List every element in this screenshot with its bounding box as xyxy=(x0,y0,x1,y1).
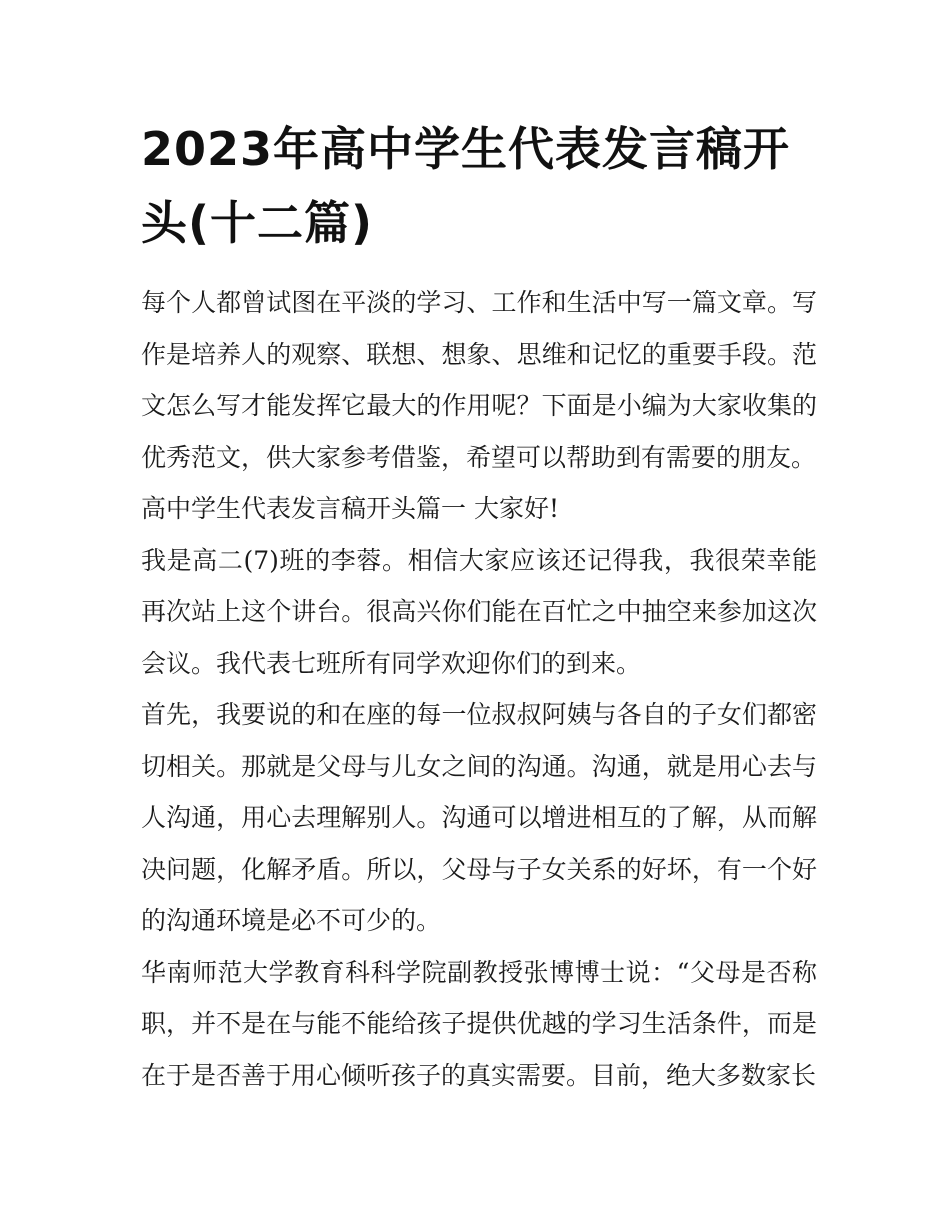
paragraph-quote: 华南师范大学教育科科学院副教授张博博士说：“父母是否称职，并不是在与能不能给孩子提供优越的学习生活条件，而是在于是否善于用心倾听孩子的真实需要。目前，绝大多数家长 xyxy=(141,957,817,1090)
paragraph-section-heading: 高中学生代表发言稿开头篇一 大家好! xyxy=(141,494,559,523)
paragraph-self-introduction: 我是高二(7)班的李蓉。相信大家应该还记得我，我很荣幸能再次站上这个讲台。很高兴你们能在百忙之中抽空来参加这次会议。我代表七班所有同学欢迎你们的到来。 xyxy=(141,545,817,678)
document-body xyxy=(141,277,817,1101)
paragraph-intro: 每个人都曾试图在平淡的学习、工作和生活中写一篇文章。写作是培养人的观察、联想、想象、思维和记忆的重要手段。范文怎么写才能发挥它最大的作用呢？下面是小编为大家收集的优秀范文，供大家参考借鉴，希望可以帮助到有需要的朋友。 xyxy=(141,288,817,472)
document-title: 2023年高中学生代表发言稿开头(十二篇) xyxy=(141,122,791,250)
paragraph-communication: 首先，我要说的和在座的每一位叔叔阿姨与各自的子女们都密切相关。那就是父母与儿女之间的沟通。沟通，就是用心去与人沟通，用心去理解别人。沟通可以增进相互的了解，从而解决问题，化解矛盾。所以，父母与子女关系的好坏，有一个好的沟通环境是必不可少的。 xyxy=(141,700,817,935)
